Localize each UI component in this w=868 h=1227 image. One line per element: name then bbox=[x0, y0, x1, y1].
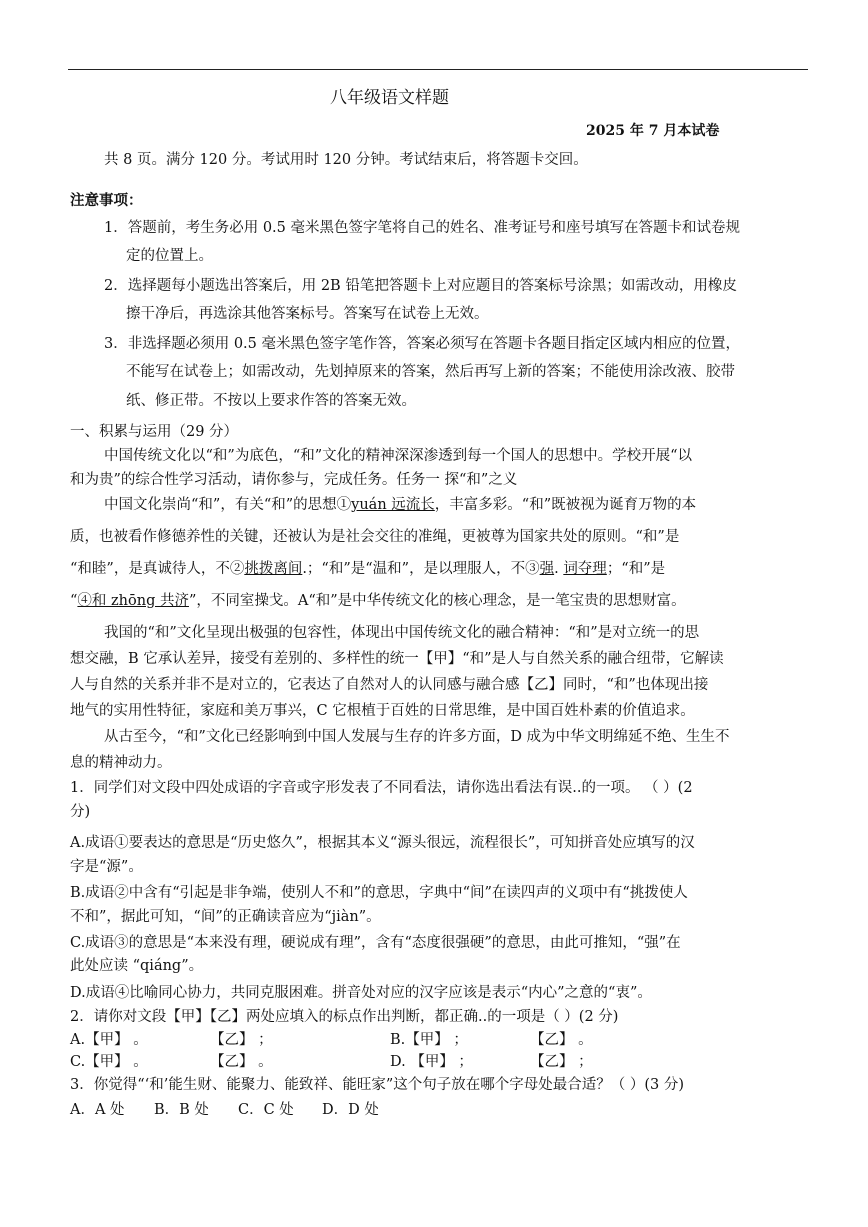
idiom-2: 挑拨离间 bbox=[244, 561, 303, 577]
idiom-1: yuán 远流长 bbox=[351, 497, 435, 513]
idiom-3: 词夺理 bbox=[563, 561, 607, 577]
passage-line: 人与自然的关系并非不是对立的，它表达了自然对人的认同感与融合感【乙】同时，“和”也体现出接 bbox=[70, 677, 709, 693]
passage-line: 想交融，B 它承认差异，接受有差别的、多样性的统一【甲】“和”是人与自然关系的融合纽带，它解读 bbox=[70, 651, 724, 667]
notice-item: 不能写在试卷上；如需改动，先划掉原来的答案，然后再写上新的答案；不能使用涂改液、胶带 bbox=[126, 364, 735, 380]
header-rule bbox=[68, 69, 808, 70]
question-3-option: A．A 处 bbox=[70, 1102, 125, 1118]
passage-line: “和睦”，是真诚待人，不②挑拨离间.；“和”是“温和”，是以理服人，不③强. 词夺理；“和”是 bbox=[70, 561, 666, 577]
notice-heading: 注意事项： bbox=[70, 192, 143, 209]
passage-line: 地气的实用性特征，家庭和美万事兴，C 它根植于百姓的日常思维，是中国百姓朴素的价值追求。 bbox=[70, 703, 695, 719]
notice-item: 2．选择题每小题选出答案后，用 2B 铅笔把答题卡上对应题目的答案标号涂黑；如需改动，用橡皮 bbox=[104, 278, 737, 294]
exam-date: 2025 年 7 月本试卷 bbox=[586, 123, 720, 139]
question-1-option: 字是“源”。 bbox=[70, 859, 143, 875]
section-heading: 一、积累与运用（29 分） bbox=[70, 424, 239, 440]
passage-line: 中国文化崇尚“和”，有关“和”的思想①yuán 远流长，丰富多彩。“和”既被视为诞育万物的本 bbox=[104, 497, 697, 513]
passage-line: 我国的“和”文化呈现出极强的包容性，体现出中国传统文化的融合精神：“和”是对立统一的思 bbox=[104, 625, 700, 641]
lead-text: 和为贵”的综合性学习活动，请你参与，完成任务。任务一 探“和”之义 bbox=[70, 472, 518, 488]
passage-line: 从古至今，“和”文化已经影响到中国人发展与生存的许多方面，D 成为中华文明绵延不绝、生生不 bbox=[104, 729, 730, 745]
idiom-4: ④和 zhōng 共济 bbox=[77, 593, 189, 609]
question-1-option: A.成语①要表达的意思是“历史悠久”，根据其本义“源头很远，流程很长”，可知拼音处应填写的汉 bbox=[70, 835, 695, 851]
question-3-option: C．C 处 bbox=[238, 1102, 294, 1118]
question-1-option: 不和”，据此可知，“间”的正确读音应为“jiàn”。 bbox=[70, 909, 381, 925]
question-2-option: A.【甲】 。 【乙】 ； bbox=[70, 1032, 273, 1048]
question-1-stem: 1．同学们对文段中四处成语的字音或字形发表了不同看法，请你选出看法有误..的一项。 （ ）(2 bbox=[70, 780, 693, 796]
notice-item: 1．答题前，考生务必用 0.5 毫米黑色签字笔将自己的姓名、准考证号和座号填写在答题卡和试卷规 bbox=[104, 220, 740, 236]
question-1-option: 此处应读 “qiáng”。 bbox=[70, 958, 204, 974]
question-3-stem: 3．你觉得“‘和’能生财、能聚力、能致祥、能旺家”这个句子放在哪个字母处最合适？（ ）(3 分) bbox=[70, 1077, 685, 1093]
question-2-stem: 2．请你对文段【甲】【乙】两处应填入的标点作出判断，都正确..的一项是（ ）(2 分) bbox=[70, 1009, 619, 1025]
question-1-stem: 分) bbox=[70, 804, 91, 820]
passage-line: “④和 zhōng 共济”，不同室操戈。A“和”是中华传统文化的核心理念，是一笔宝贵的思想财富。 bbox=[70, 593, 686, 609]
passage-line: 质，也被看作修德养性的关键，还被认为是社会交往的准绳，更被尊为国家共处的原则。“和”是 bbox=[70, 529, 680, 545]
question-1-option: C.成语③的意思是“本来没有理，硬说成有理”，含有“态度很强硬”的意思，由此可推知，“强”在 bbox=[70, 935, 681, 951]
notice-item: 纸、修正带。不按以上要求作答的答案无效。 bbox=[126, 393, 416, 409]
question-3-option: D．D 处 bbox=[322, 1102, 379, 1118]
notice-item: 擦干净后，再选涂其他答案标号。答案写在试卷上无效。 bbox=[126, 306, 489, 322]
page-title: 八年级语文样题 bbox=[330, 88, 449, 108]
passage-line: 息的精神动力。 bbox=[70, 755, 172, 771]
idiom-3-char: 强 bbox=[539, 561, 555, 577]
notice-item: 定的位置上。 bbox=[126, 248, 213, 264]
question-1-option: B.成语②中含有“引起是非争端，使别人不和”的意思，字典中“间”在读四声的义项中有“挑拨使人 bbox=[70, 885, 688, 901]
notice-item: 3．非选择题必须用 0.5 毫米黑色签字笔作答，答案必须写在答题卡各题目指定区域内相应的位置， bbox=[104, 336, 740, 352]
question-1-option: D.成语④比喻同心协力，共同克服困难。拼音处对应的汉字应该是表示“内心”之意的“衷”。 bbox=[70, 985, 652, 1001]
question-2-option: C.【甲】 。 【乙】 。 bbox=[70, 1054, 273, 1070]
intro-text: 共 8 页。满分 120 分。考试用时 120 分钟。考试结束后，将答题卡交回。 bbox=[104, 152, 588, 168]
question-2-option: D. 【甲】 ； 【乙】 ； bbox=[390, 1054, 593, 1070]
lead-text: 中国传统文化以“和”为底色，“和”文化的精神深深渗透到每一个国人的思想中。学校开展“以 bbox=[104, 448, 693, 464]
question-3-option: B．B 处 bbox=[154, 1102, 209, 1118]
question-2-option: B.【甲】 ； 【乙】 。 bbox=[390, 1032, 593, 1048]
